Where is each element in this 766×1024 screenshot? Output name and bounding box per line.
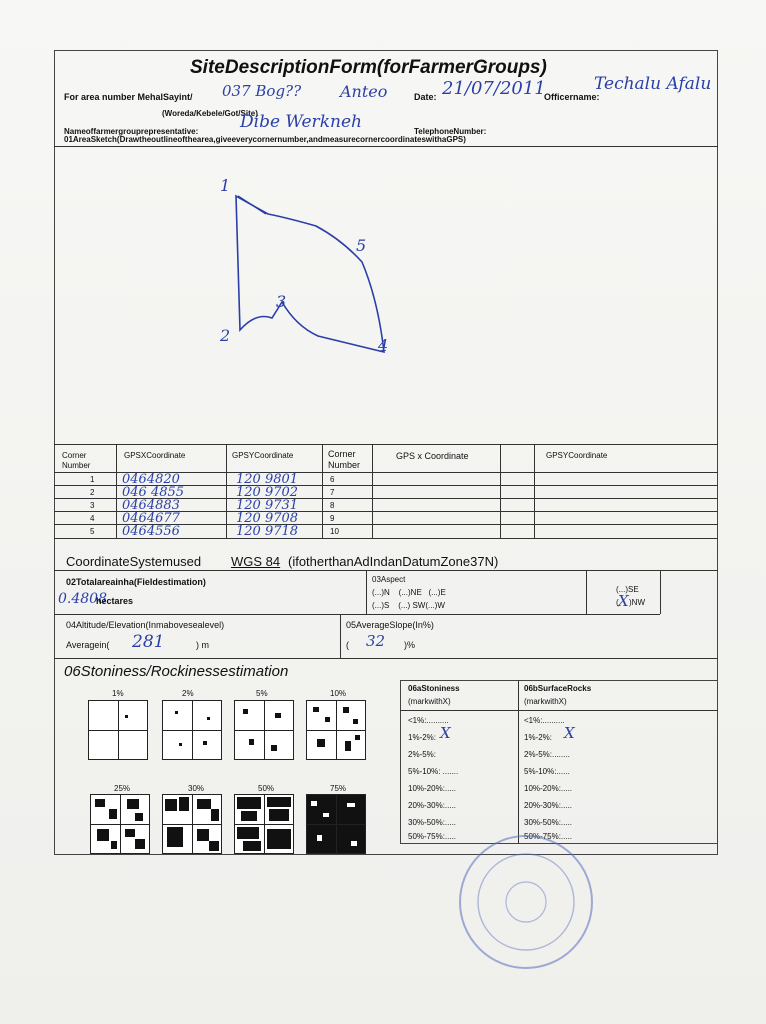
pct-label-6: 30% [188, 784, 205, 793]
stoniness-option[interactable]: 5%-10%: ....... [408, 767, 459, 776]
pct-label-7: 50% [258, 784, 275, 793]
gps-x-value[interactable]: 0464820 [122, 472, 180, 487]
sketch-label: 01AreaSketch(Drawtheoutlineofthearea,giveeverycornernumber,andmeasurecornercoordinateswithaGPS) [64, 135, 466, 144]
pct-label-5: 25% [114, 784, 131, 793]
altitude-unit: ) m [196, 640, 209, 650]
slope-value[interactable]: 32 [366, 632, 386, 650]
coordsys-bottom-line [54, 570, 718, 571]
sketch-top-line [54, 146, 718, 147]
officer-label: Officername: [544, 92, 600, 102]
altitude-slope-divider [340, 614, 341, 658]
slope-close: )% [404, 640, 415, 650]
telephone-label: TelephoneNumber: [414, 127, 487, 136]
corner-number-9: 9 [330, 514, 335, 523]
th-gps-x-2: GPS x Coordinate [396, 451, 469, 461]
corner-number: 3 [90, 501, 95, 510]
stoniness-option[interactable]: 1%-2%: [408, 733, 437, 742]
aspect-se-divider [586, 570, 587, 614]
table-col-line-6 [534, 444, 535, 538]
altitude-bottom-line [54, 658, 718, 659]
stoniness-header-line [400, 710, 718, 711]
stoniness-option[interactable]: 50%-75%:..... [408, 832, 457, 841]
gps-x-value[interactable]: 0464556 [122, 524, 180, 539]
th-corner-number-2: Corner Number [328, 449, 361, 470]
stoniness-option[interactable]: 30%-50%:..... [408, 818, 457, 827]
surface-rocks-option[interactable]: 30%-50%:..... [524, 818, 573, 827]
area-number-label: For area number MehalSayint/ [64, 92, 193, 102]
coordinate-system-note: (ifotherthanAdIndanDatumZone37N) [288, 554, 499, 569]
table-col-line-5 [500, 444, 501, 538]
table-col-line-3 [322, 444, 323, 538]
th-gps-x: GPSXCoordinate [124, 451, 186, 460]
altitude-average-label: Averagein( [66, 640, 110, 650]
corner-number: 5 [90, 527, 95, 536]
slope-label: 05AverageSlope(In%) [346, 620, 434, 630]
gps-y-value[interactable]: 120 9702 [236, 485, 299, 500]
surface-rocks-option[interactable]: <1%:.......... [524, 716, 565, 725]
total-area-label: 02Totalareainha(Fieldestimation) [66, 577, 206, 587]
corner-number: 4 [90, 514, 95, 523]
gps-x-value[interactable]: 0464677 [122, 511, 180, 526]
pct-label-1: 1% [112, 689, 124, 698]
aspect-label: 03Aspect [372, 575, 406, 584]
gps-y-value[interactable]: 120 9718 [236, 524, 299, 539]
representative-label: Nameoffarmergrouprepresentative: [64, 127, 199, 136]
corner-number-8: 8 [330, 501, 335, 510]
stoniness-grid-5pct [234, 700, 294, 760]
stoniness-table-divider [518, 680, 519, 844]
stoniness-option[interactable]: 20%-30%:..... [408, 801, 457, 810]
corner-number: 2 [90, 488, 95, 497]
stoniness-option[interactable]: 10%-20%:..... [408, 784, 457, 793]
stoniness-col-b-hint: (markwithX) [524, 697, 567, 706]
pct-label-4: 10% [330, 689, 347, 698]
aspect-nw-open: ( [616, 598, 619, 607]
stoniness-grid-1pct [88, 700, 148, 760]
stoniness-col-b-title: 06bSurfaceRocks [524, 684, 592, 693]
gps-y-value[interactable]: 120 9731 [236, 498, 299, 513]
gps-y-value[interactable]: 120 9708 [236, 511, 299, 526]
th-corner-number: Corner Number [62, 451, 91, 470]
representative-value[interactable]: Dibe Werkneh [240, 112, 362, 132]
area-number-value[interactable]: 037 Bog?? [222, 82, 302, 100]
coordinate-system-label: CoordinateSystemused [66, 554, 202, 569]
surface-rocks-option[interactable]: 1%-2%: [524, 733, 553, 742]
stoniness-grid-75pct [306, 794, 366, 854]
altitude-value[interactable]: 281 [132, 632, 165, 652]
th-gps-y-2: GPSYCoordinate [546, 451, 608, 460]
pct-label-2: 2% [182, 689, 194, 698]
stoniness-grid-10pct [306, 700, 366, 760]
area-number-value-2[interactable]: Anteo [340, 82, 388, 101]
table-col-line-1 [116, 444, 117, 538]
corner-number-7: 7 [330, 488, 335, 497]
form-title: SiteDescriptionForm(forFarmerGroups) [190, 57, 547, 78]
pct-label-3: 5% [256, 689, 268, 698]
table-col-line-4 [372, 444, 373, 538]
aspect-nw-close: )NW [629, 598, 645, 607]
aspect-right-divider [660, 570, 661, 614]
aspect-row-2[interactable]: (...)S (...) SW(...)W [372, 601, 445, 610]
date-label: Date: [414, 92, 437, 102]
sketch-point-1: 1 [220, 176, 231, 195]
stoniness-selected-mark[interactable]: X [440, 724, 451, 742]
surface-rocks-selected-mark[interactable]: X [564, 724, 575, 742]
sketch-point-4: 4 [378, 336, 389, 355]
altitude-label: 04Altitude/Elevation(Inmabovesealevel) [66, 620, 225, 630]
aspect-se[interactable]: (...)SE [616, 585, 639, 594]
slope-open: ( [346, 640, 349, 650]
corner-number-10: 10 [330, 527, 339, 536]
aspect-nw-mark[interactable]: X [618, 592, 629, 610]
gps-x-value[interactable]: 046 4855 [122, 485, 185, 500]
area-aspect-divider [366, 570, 367, 614]
stoniness-col-a-hint: (markwithX) [408, 697, 451, 706]
sketch-point-3: 3 [276, 292, 287, 311]
pct-label-8: 75% [330, 784, 347, 793]
gps-x-value[interactable]: 0464883 [122, 498, 180, 513]
woreda-label: (Woreda/Kebele/Got/Site) [162, 109, 258, 118]
corner-number-6: 6 [330, 475, 335, 484]
th-gps-y: GPSYCoordinate [232, 451, 294, 460]
coordinate-system-value[interactable]: WGS 84 [231, 554, 281, 569]
surface-rocks-option[interactable]: 10%-20%:..... [524, 784, 573, 793]
stoniness-grid-30pct [162, 794, 222, 854]
aspect-row-1[interactable]: (...)N (...)NE (...)E [372, 588, 446, 597]
gps-y-value[interactable]: 120 9801 [236, 472, 299, 487]
date-value[interactable]: 21/07/2011 [442, 78, 546, 99]
total-area-value[interactable]: 0.4808 [58, 591, 107, 607]
stoniness-option[interactable]: 2%-5%: [408, 750, 437, 759]
surface-rocks-option[interactable]: 2%-5%:........ [524, 750, 570, 759]
officer-value[interactable]: Techalu Afalu [594, 74, 712, 94]
surface-rocks-option[interactable]: 20%-30%:..... [524, 801, 573, 810]
stoniness-grid-50pct [234, 794, 294, 854]
total-area-unit: hectares [96, 596, 134, 606]
table-top-line [54, 444, 718, 445]
table-col-line-2 [226, 444, 227, 538]
official-stamp [438, 830, 618, 990]
stoniness-col-a-title: 06aStoniness [408, 684, 460, 693]
corner-number: 1 [90, 475, 95, 484]
sketch-point-2: 2 [220, 326, 231, 345]
stoniness-grid-2pct [162, 700, 222, 760]
surface-rocks-option[interactable]: 50%-75%:..... [524, 832, 573, 841]
stoniness-option[interactable]: <1%:.......... [408, 716, 449, 725]
stoniness-grid-25pct [90, 794, 150, 854]
sketch-point-5: 5 [356, 236, 367, 255]
stoniness-title: 06Stoniness/Rockinessestimation [64, 663, 289, 680]
area-bottom-line [54, 614, 660, 615]
surface-rocks-option[interactable]: 5%-10%:...... [524, 767, 570, 776]
